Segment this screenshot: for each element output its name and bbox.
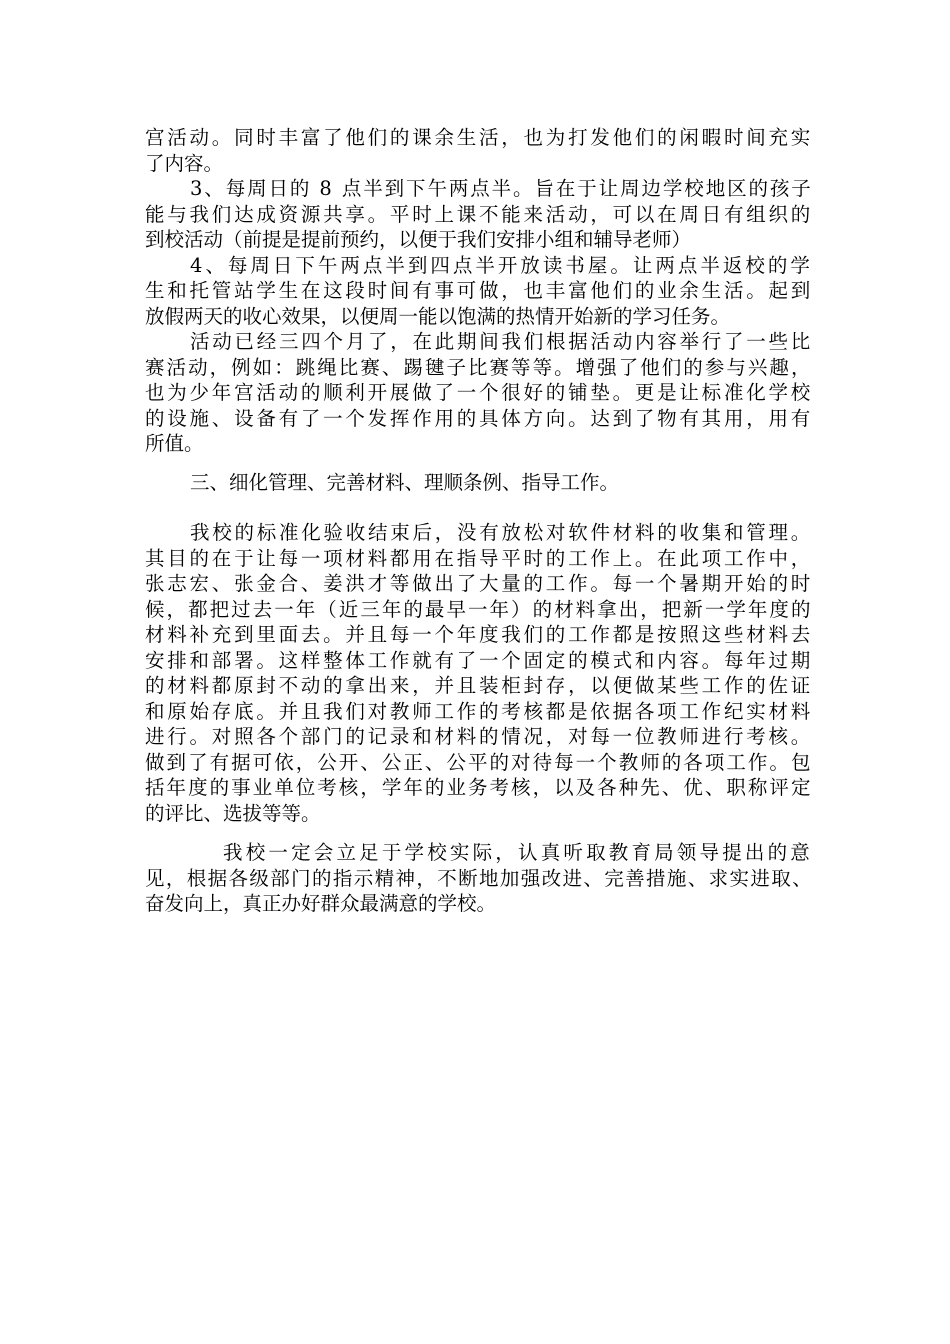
text-line: 材料补充到里面去。并且每一个年度我们的工作都是按照这些材料去: [145, 623, 814, 646]
text-line: 做到了有据可依，公开、公正、公平的对待每一个教师的各项工作。包: [145, 750, 813, 774]
text-line: 了内容。: [145, 151, 224, 175]
paragraph-conclusion: [145, 840, 813, 917]
section-heading-block: [145, 470, 813, 496]
text-line: 候，都把过去一年（近三年的最早一年）的材料拿出，把新一学年度的: [145, 597, 813, 621]
text-line: 括年度的事业单位考核，学年的业务考核，以及各种先、优、职称评定: [145, 776, 813, 799]
text-line: 生和托管站学生在这段时间有事可做，也丰富他们的业余生活。起到: [145, 279, 814, 302]
paragraph-group-activities: [145, 125, 813, 457]
text-line: 进行。对照各个部门的记录和材料的情况，对每一位教师进行考核。: [145, 725, 814, 748]
text-line: 张志宏、张金合、姜洪才等做出了大量的工作。每一个暑期开始的时: [145, 572, 814, 595]
text-line: 宫活动。同时丰富了他们的课余生活，也为打发他们的闲暇时间充实: [145, 126, 814, 149]
text-line: 我校一定会立足于学校实际，认真听取教育局领导提出的意: [223, 841, 813, 864]
text-line: 4、每周日下午两点半到四点半开放读书屋。让两点半返校的学: [190, 253, 813, 277]
text-line: 见，根据各级部门的指示精神，不断地加强改进、完善措施、求实进取、: [145, 866, 814, 890]
text-line: 奋发向上，真正办好群众最满意的学校。: [145, 892, 497, 915]
text-line: 的材料都原封不动的拿出来，并且装柜封存，以便做某些工作的佐证: [145, 674, 814, 697]
text-line: 赛活动，例如：跳绳比赛、踢毽子比赛等等。增强了他们的参与兴趣，: [145, 355, 813, 379]
text-line: 的设施、设备有了一个发挥作用的具体方向。达到了物有其用，用有: [145, 406, 814, 430]
text-line: 我校的标准化验收结束后，没有放松对软件材料的收集和管理。: [190, 521, 814, 544]
text-line: 和原始存底。并且我们对教师工作的考核都是依据各项工作纪实材料: [145, 699, 814, 723]
text-line: 放假两天的收心效果，以便周一能以饱满的热情开始新的学习任务。: [145, 304, 731, 328]
text-line: 所值。: [145, 432, 204, 455]
section-heading: 三、细化管理、完善材料、理顺条例、指导工作。: [190, 471, 620, 494]
text-line: 能与我们达成资源共享。平时上课不能来活动，可以在周日有组织的: [145, 202, 814, 226]
text-line: 3、每周日的 8 点半到下午两点半。旨在于让周边学校地区的孩子: [190, 177, 813, 200]
text-line: 的评比、选拔等等。: [145, 801, 321, 825]
text-line: 到校活动（前提是提前预约，以便于我们安排小组和辅导老师）: [145, 228, 692, 251]
paragraph-materials-management: [145, 520, 813, 826]
text-line: 其目的在于让每一项材料都用在指导平时的工作上。在此项工作中，: [145, 546, 814, 570]
text-line: 也为少年宫活动的顺利开展做了一个很好的铺垫。更是让标准化学校: [145, 381, 814, 404]
text-line: 安排和部署。这样整体工作就有了一个固定的模式和内容。每年过期: [145, 648, 814, 672]
text-line: 活动已经三四个月了，在此期间我们根据活动内容举行了一些比: [190, 330, 814, 353]
